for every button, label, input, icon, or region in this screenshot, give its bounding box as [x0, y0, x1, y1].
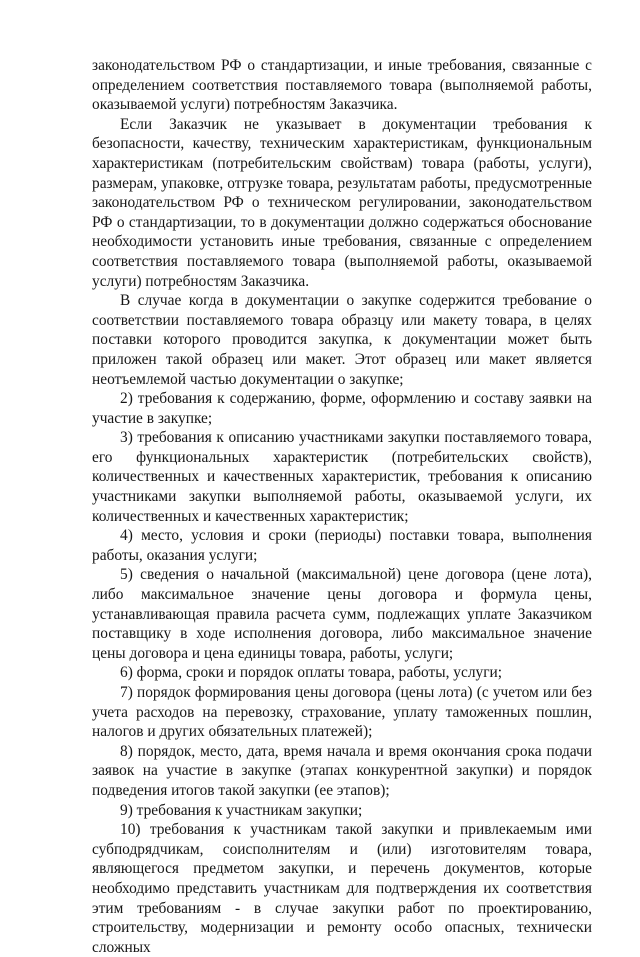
- list-item-8: 8) порядок, место, дата, время начала и время окончания срока подачи заявок на участие в закупке (этапах конкурентной закупки) и порядок подведения итогов такой закупки (ее этапов);: [92, 742, 592, 799]
- paragraph-sample-or-model: В случае когда в документации о закупке содержится требование о соответствии поставляемого товара образцу или макету товара, в целях поставки которого проводится закупка, к документации может быть приложен такой образец или макет. Этот образец или макет является неотъемлемой частью документации о закупке;: [92, 292, 592, 388]
- list-item-2: 2) требования к содержанию, форме, оформлению и составу заявки на участие в закупке;: [92, 390, 592, 427]
- document-body: [92, 56, 592, 957]
- list-item-4: 4) место, условия и сроки (периоды) поставки товара, выполнения работы, оказания услуги;: [92, 527, 592, 564]
- list-item-9: 9) требования к участникам закупки;: [120, 801, 363, 819]
- list-item-10: 10) требования к участникам такой закупки и привлекаемым ими субподрядчикам, соисполнителям и (или) изготовителям товара, являющегося предметом закупки, и перечень документов, которые необходимо представить участникам для подтверждения их соответствия этим требованиям - в случае закупки работ по проектированию, строительству, модернизации и ремонту особо опасных, технически сложных: [92, 821, 592, 956]
- paragraph-requirements-justification: Если Заказчик не указывает в документации требования к безопасности, качеству, техническим характеристикам, функциональным характеристикам (потребительским свойствам) товара (работы, услуги), размерам, упаковке, отгрузке товара, результатам работы, предусмотренные законодательством РФ о техническом регулировании, законодательством РФ о стандартизации, то в документации должно содержаться обоснование необходимости установить иные требования, связанные с определением соответствия поставляемого товара (выполняемой работы, оказываемой услуги) потребностям Заказчика.: [92, 115, 592, 290]
- list-item-3: 3) требования к описанию участниками закупки поставляемого товара, его функциональных характеристик (потребительских свойств), количественных и качественных характеристик, требования к описанию участниками закупки выполняемой работы, оказываемой услуги, их количественных и качественных характеристик;: [92, 429, 592, 525]
- list-item-7: 7) порядок формирования цены договора (цены лота) (с учетом или без учета расходов на перевозку, страхование, уплату таможенных пошлин, налогов и других обязательных платежей);: [92, 684, 592, 741]
- list-item-5: 5) сведения о начальной (максимальной) цене договора (цене лота), либо максимальное значение цены договора и формула цены, устанавливающая правила расчета сумм, подлежащих уплате Заказчиком поставщику в ходе исполнения договора, либо максимальное значение цены договора и цена единицы товара, работы, услуги;: [92, 566, 592, 662]
- list-item-6: 6) форма, сроки и порядок оплаты товара, работы, услуги;: [120, 664, 503, 682]
- paragraph-continuation: законодательством РФ о стандартизации, и иные требования, связанные с определением соответствия поставляемого товара (выполняемой работы, оказываемой услуги) потребностям Заказчика.: [92, 57, 592, 114]
